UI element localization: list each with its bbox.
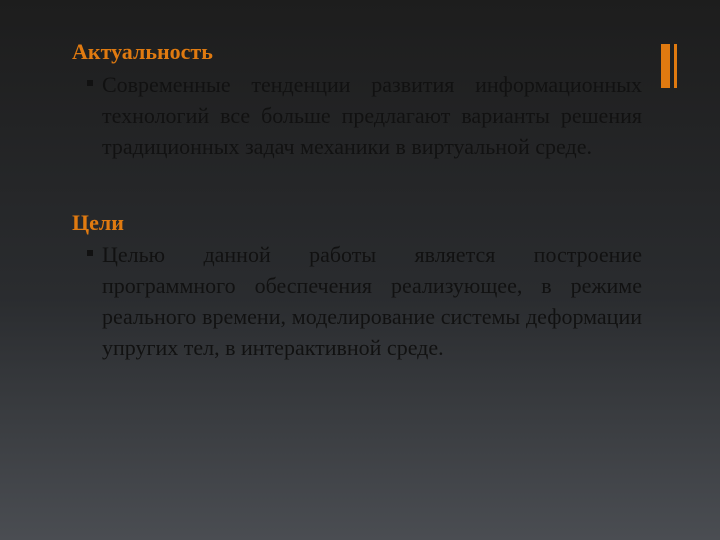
- section-goals: [72, 209, 642, 364]
- bullet-item: [72, 239, 642, 363]
- section-heading-goals: Цели: [72, 209, 124, 235]
- square-bullet-icon: [87, 80, 93, 86]
- section-relevance: [72, 38, 642, 162]
- bullet-item: [72, 69, 642, 162]
- accent-bar-thin: [674, 44, 677, 88]
- slide-content: [72, 38, 642, 363]
- square-bullet-icon: [87, 250, 93, 256]
- section-heading-relevance: Актуальность: [72, 39, 213, 64]
- accent-bar: [661, 44, 670, 88]
- bullet-text: Современные тенденции развития информационных технологий все больше предлагают варианты решения традиционных задач механики в виртуальной среде.: [102, 71, 642, 159]
- bullet-text: Целью данной работы является построение программного обеспечения реализующее, в режиме реального времени, моделирование системы деформации упругих тел, в интерактивной среде.: [102, 242, 642, 361]
